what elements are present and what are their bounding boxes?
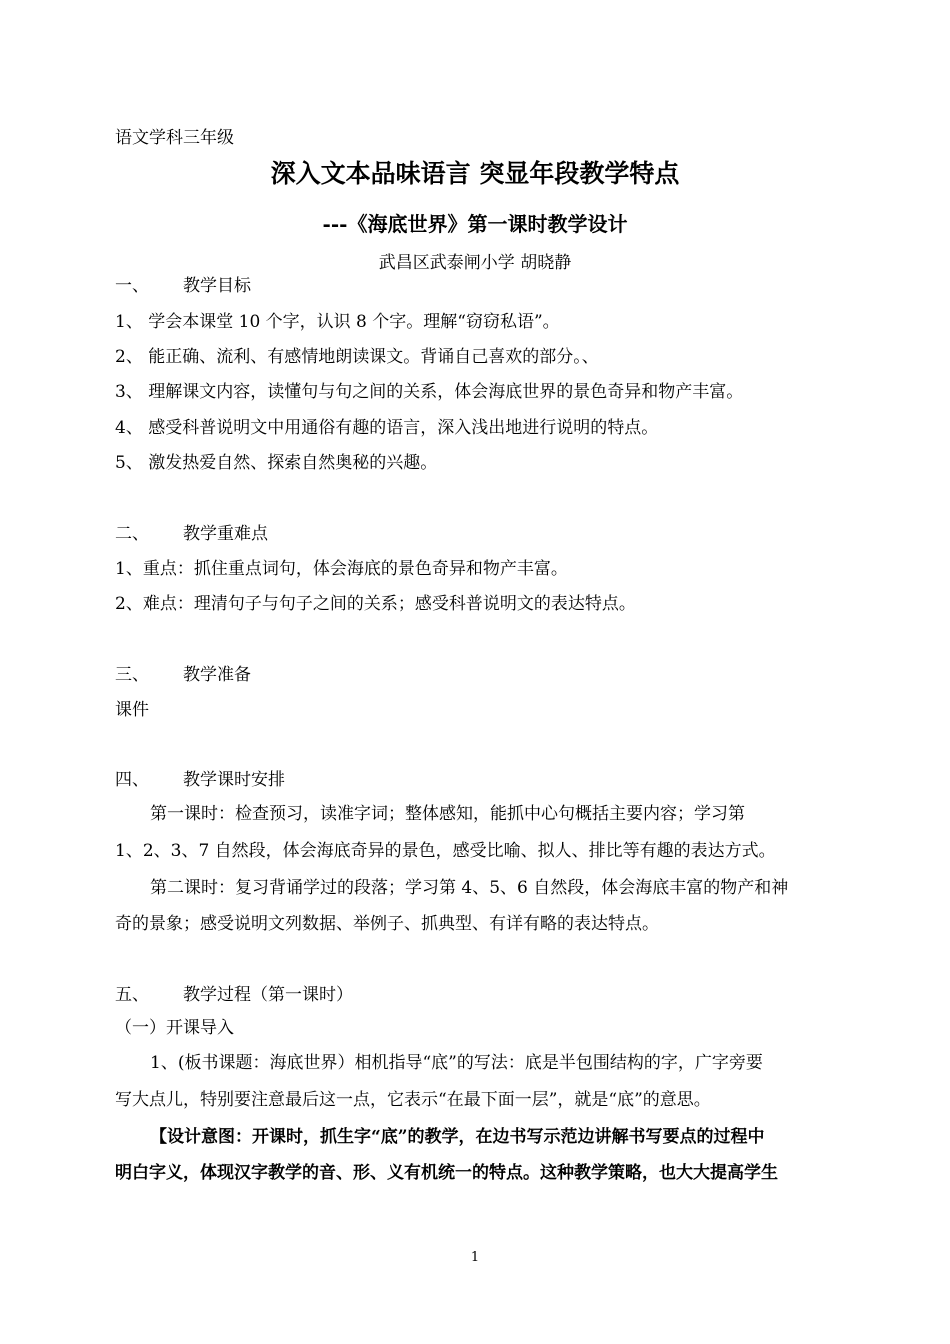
design-intent-line: 明白字义，体现汉字教学的音、形、义有机统一的特点。这种教学策略，也大大提高学生 — [115, 1163, 778, 1183]
subject-label: 语文学科三年级 — [115, 128, 234, 148]
list-item: 2、难点：理清句子与句子之间的关系；感受科普说明文的表达特点。 — [115, 594, 636, 614]
section-title: 教学目标 — [183, 276, 251, 296]
paragraph-line: 第一课时：检查预习，读准字词；整体感知，能抓中心句概括主要内容；学习第 — [150, 804, 745, 824]
paragraph-line: 奇的景象；感受说明文列数据、举例子、抓典型、有详有略的表达特点。 — [115, 914, 659, 934]
section-title: 教学课时安排 — [183, 770, 285, 790]
paragraph-line: 1、(板书课题：海底世界）相机指导“底”的写法：底是半包围结构的字，广字旁要 — [150, 1053, 763, 1073]
paragraph-line: 第二课时：复习背诵学过的段落；学习第 4、5、6 自然段，体会海底丰富的物产和神 — [150, 878, 789, 898]
design-intent-line: 【设计意图：开课时，抓生字“底”的教学，在边书写示范边讲解书写要点的过程中 — [150, 1127, 765, 1147]
section-number: 一、 — [115, 276, 149, 296]
section-heading-4 — [115, 770, 285, 790]
paragraph-line: 1、2、3、7 自然段，体会海底奇异的景色，感受比喻、拟人、排比等有趣的表达方式。 — [115, 841, 776, 861]
document-subtitle: ---《海底世界》第一课时教学设计 — [322, 212, 628, 236]
section-number: 五、 — [115, 985, 149, 1005]
section-number: 四、 — [115, 770, 149, 790]
section-title: 教学过程（第一课时） — [183, 985, 353, 1005]
list-item: 2、 能正确、流利、有感情地朗读课文。背诵自己喜欢的部分。、 — [115, 347, 599, 367]
list-item: 1、重点：抓住重点词句，体会海底的景色奇异和物产丰富。 — [115, 559, 568, 579]
author-line: 武昌区武泰闸小学 胡晓静 — [378, 253, 572, 273]
section-heading-2 — [115, 524, 268, 544]
list-item: 1、 学会本课堂 10 个字，认识 8 个字。理解“窃窃私语”。 — [115, 312, 560, 332]
list-item: 5、 激发热爱自然、探索自然奥秘的兴趣。 — [115, 453, 438, 473]
subsection-heading: （一）开课导入 — [115, 1018, 234, 1038]
list-item: 4、 感受科普说明文中用通俗有趣的语言，深入浅出地进行说明的特点。 — [115, 418, 659, 438]
section-number: 二、 — [115, 524, 149, 544]
section-title: 教学准备 — [183, 665, 251, 685]
paragraph-line: 写大点儿，特别要注意最后这一点，它表示“在最下面一层”，就是“底”的意思。 — [115, 1090, 711, 1110]
section-title: 教学重难点 — [183, 524, 268, 544]
page-number: 1 — [470, 1250, 480, 1265]
section-number: 三、 — [115, 665, 149, 685]
section-heading-3 — [115, 665, 251, 685]
list-item: 3、 理解课文内容，读懂句与句之间的关系，体会海底世界的景色奇异和物产丰富。 — [115, 382, 744, 402]
section-content: 课件 — [115, 700, 149, 720]
document-title: 深入文本品味语言 突显年段教学特点 — [270, 159, 680, 188]
section-heading-5 — [115, 985, 353, 1005]
section-heading-1 — [115, 276, 251, 296]
